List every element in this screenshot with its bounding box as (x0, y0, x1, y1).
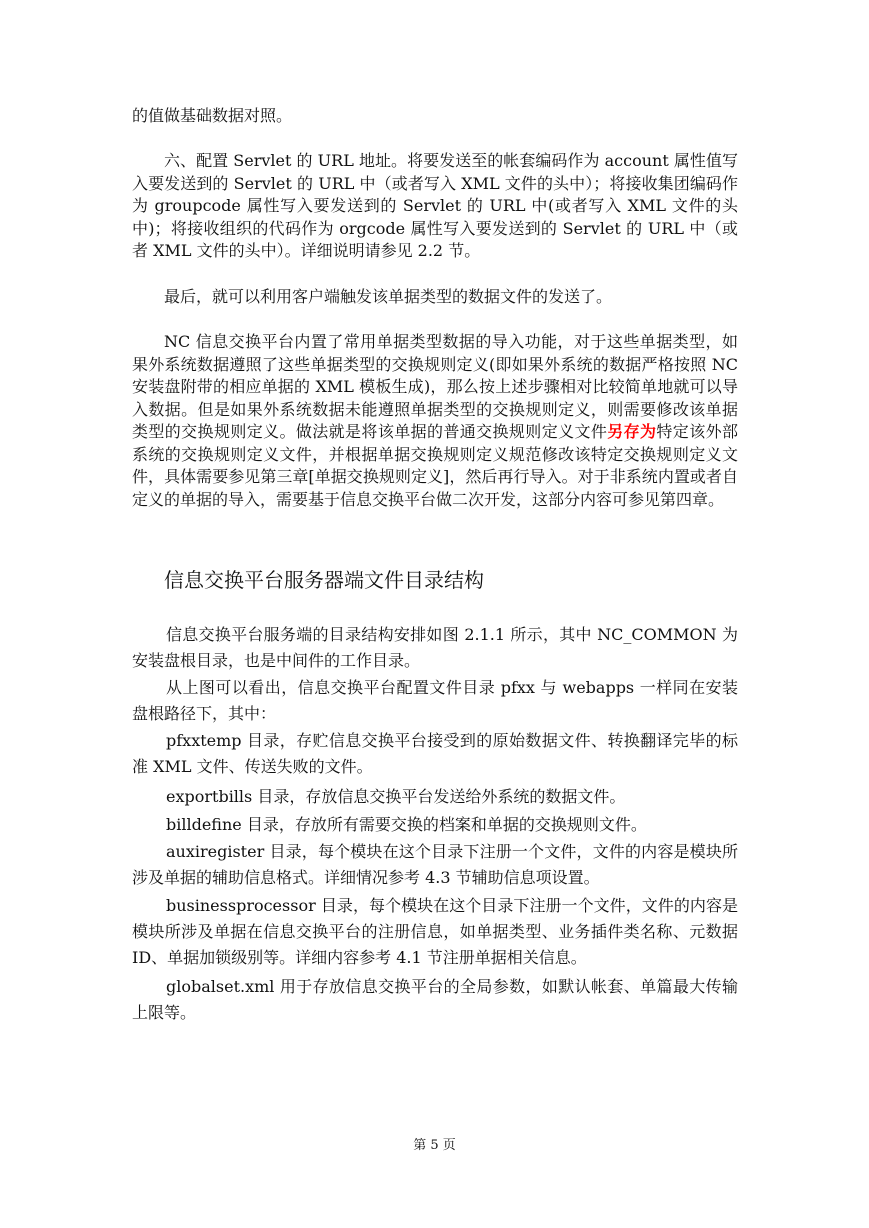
text-segment: NC 信息交换平台内置了常用单据类型数据的导入功能，对于这些单据类型，如果外系统数据遵照了这些单据类型的交换规则定义(即如果外系统的数据严格按照 NC 安装盘附带的相应单据的 XML 模板生成)，那么按上述步骤相对比较简单地就可以导入数据。但是如果外系统数据未能遵照单据类型的交换规则定义，则需要修改该单据类型的交换规则定义。做法就是将该单据的普通交换规则定义文件 (132, 332, 738, 441)
paragraph-auxiregister: auxiregister 目录，每个模块在这个目录下注册一个文件，文件的内容是模块所涉及单据的辅助信息格式。详细情况参考 4.3 节辅助信息项设置。 (132, 842, 738, 887)
paragraph-directory-intro: 信息交换平台服务端的目录结构安排如图 2.1.1 所示，其中 NC_COMMON 为安装盘根目录，也是中间件的工作目录。 (132, 625, 738, 670)
paragraph-pfxx: 从上图可以看出，信息交换平台配置文件目录 pfxx 与 webapps 一样同在安装盘根路径下，其中： (132, 678, 738, 723)
paragraph-exportbills: exportbills 目录，存放信息交换平台发送给外系统的数据文件。 (166, 787, 626, 806)
paragraph-continuation: 的值做基础数据对照。 (132, 106, 293, 125)
paragraph-globalset: globalset.xml 用于存放信息交换平台的全局参数，如默认帐套、单篇最大传输上限等。 (132, 977, 738, 1022)
paragraph-servlet-config: 六、配置 Servlet 的 URL 地址。将要发送至的帐套编码作为 account 属性值写入要发送到的 Servlet 的 URL 中（或者写入 XML 文件的头中）；将接收集团编码作为 groupcode 属性写入要发送到的 Servlet 的 URL 中(或者写入 XML 文件的头中)；将接收组织的代码作为 orgcode 属性写入要发送到的 Servlet 的 URL 中（或者 XML 文件的头中）。详细说明请参见 2.2 节。 (132, 151, 738, 260)
text-segment: 特定该外部系统的交换规则定义文件，并根据单据交换规则定义规范修改该特定交换规则定义文件，具体需要参见第三章[单据交换规则定义]，然后再行导入。对于非系统内置或者自定义的单据的导入，需要基于信息交换平台做二次开发，这部分内容可参见第四章。 (132, 422, 738, 509)
highlight-save-as: 另存为 (607, 422, 657, 441)
page-number: 第 5 页 (413, 1138, 456, 1153)
paragraph-pfxxtemp: pfxxtemp 目录，存贮信息交换平台接受到的原始数据文件、转换翻译完毕的标准 XML 文件、传送失败的文件。 (132, 731, 738, 776)
paragraph-nc-import (132, 331, 738, 511)
paragraph-billdefine: billdefine 目录，存放所有需要交换的档案和单据的交换规则文件。 (166, 815, 647, 834)
paragraph-businessprocessor: businessprocessor 目录，每个模块在这个目录下注册一个文件，文件的内容是模块所涉及单据在信息交换平台的注册信息，如单据类型、业务插件类名称、元数据 ID、单据加锁级别等。详细内容参考 4.1 节注册单据相关信息。 (132, 896, 738, 967)
paragraph-send-data: 最后，就可以利用客户端触发该单据类型的数据文件的发送了。 (164, 287, 613, 306)
section-heading: 信息交换平台服务器端文件目录结构 (164, 568, 484, 592)
